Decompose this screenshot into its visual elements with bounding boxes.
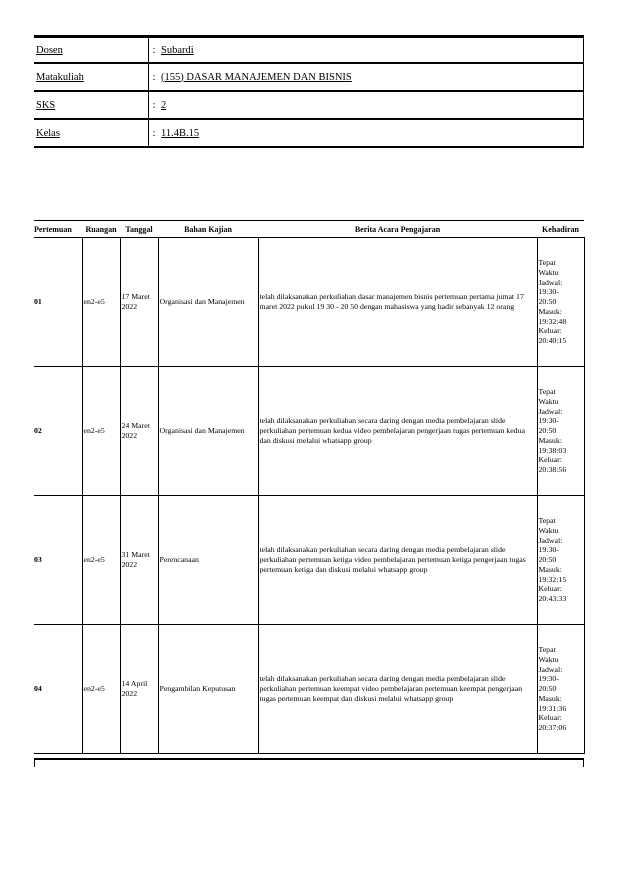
course-info-table [34, 35, 584, 148]
info-value: Subardi [159, 37, 584, 64]
kehadiran-line: 20:50 [538, 555, 557, 565]
kehadiran-line: Jadwal: [538, 277, 563, 287]
info-label: Matakuliah [34, 63, 149, 91]
cell-berita-acara: telah dilaksanakan perkuliahan secara daring dengan media pembelajaran slide perkuliahan pertemuan ketiga video pembelajaran pertemuan ketiga pengerjaan tugas pertemuan ketiga dan diskusi melalui whatsapp group [258, 496, 537, 625]
kehadiran-line: 20:43:33 [538, 594, 567, 604]
cell-berita-acara: telah dilaksanakan perkuliahan secara daring dengan media pembelajaran slide perkuliahan pertemuan keempat video pembelajaran pertemuan keempat pengerjaan tugas pertemuan keempat dan diskusi melalui whatsapp group [258, 625, 537, 754]
teaching-log-table [34, 220, 585, 754]
cell-tanggal: 17 Maret 2022 [120, 238, 158, 367]
info-colon: : [149, 37, 160, 64]
kehadiran-line: Waktu [538, 267, 559, 277]
table-row [34, 496, 584, 625]
kehadiran-line: 19:30- [538, 416, 559, 426]
table-row [34, 238, 584, 367]
cell-berita-acara: telah dilaksanakan perkuliahan dasar manajemen bisnis pertemuan pertama jumat 17 maret 2022 pukul 19 30 - 20 50 dengan mahasiswa yang hadir sebanyak 12 orang [258, 238, 537, 367]
cell-tanggal: 31 Maret 2022 [120, 496, 158, 625]
kehadiran-line: 20:37:06 [538, 723, 567, 733]
cell-bahan-kajian: Pengambilan Keputusan [158, 625, 258, 754]
cell-ruangan: en2-e5 [82, 367, 120, 496]
cell-kehadiran [537, 496, 584, 625]
kehadiran-line: Tepat [538, 258, 556, 268]
cell-ruangan: en2-e5 [82, 238, 120, 367]
cell-bahan-kajian: Organisasi dan Manajemen [158, 367, 258, 496]
kehadiran-line: 20:38:56 [538, 465, 567, 475]
kehadiran-line: Waktu [538, 525, 559, 535]
kehadiran-line: Tepat [538, 516, 556, 526]
cell-berita-acara: telah dilaksanakan perkuliahan secara daring dengan media pembelajaran slide perkuliahan pertemuan kedua video pembelajaran pengerjaan tugas pertemuan kedua dan diskusi melalui whatsapp group [258, 367, 537, 496]
cell-pertemuan: 02 [34, 367, 82, 496]
info-row-kelas [34, 119, 584, 147]
info-row-matakuliah [34, 63, 584, 91]
kehadiran-line: Keluar: [538, 326, 562, 336]
kehadiran-line: Masuk: [538, 435, 562, 445]
table-bottom-rule [34, 758, 584, 760]
kehadiran-line: Keluar: [538, 455, 562, 465]
table-continuation-line-right [583, 760, 584, 767]
cell-pertemuan: 03 [34, 496, 82, 625]
cell-pertemuan: 04 [34, 625, 82, 754]
kehadiran-line: 19:32:15 [538, 574, 567, 584]
cell-kehadiran [537, 625, 584, 754]
info-row-sks [34, 91, 584, 119]
table-continuation-line-left [34, 760, 35, 767]
table-row [34, 367, 584, 496]
kehadiran-line: 20:50 [538, 684, 557, 694]
info-value: 11.4B.15 [159, 119, 584, 147]
kehadiran-line: Keluar: [538, 713, 562, 723]
cell-kehadiran [537, 238, 584, 367]
kehadiran-line: Keluar: [538, 584, 562, 594]
header-tanggal: Tanggal [125, 224, 153, 234]
info-value: (155) DASAR MANAJEMEN DAN BISNIS [159, 63, 584, 91]
info-value: 2 [159, 91, 584, 119]
info-colon: : [149, 119, 160, 147]
kehadiran-line: 20:50 [538, 297, 557, 307]
kehadiran-line: 19:32:48 [538, 316, 567, 326]
cell-bahan-kajian: Perencanaan [158, 496, 258, 625]
kehadiran-line: 19:31:36 [538, 703, 567, 713]
info-label: Dosen [34, 37, 149, 64]
cell-tanggal: 14 April 2022 [120, 625, 158, 754]
kehadiran-line: Masuk: [538, 564, 562, 574]
kehadiran-line: Jadwal: [538, 406, 563, 416]
kehadiran-line: Masuk: [538, 693, 562, 703]
info-colon: : [149, 91, 160, 119]
kehadiran-line: 19:30- [538, 287, 559, 297]
cell-ruangan: en2-e5 [82, 625, 120, 754]
cell-bahan-kajian: Organisasi dan Manajemen [158, 238, 258, 367]
header-pertemuan: Pertemuan [34, 224, 72, 234]
info-label: Kelas [34, 119, 149, 147]
kehadiran-line: Tepat [538, 387, 556, 397]
kehadiran-line: 19:30- [538, 545, 559, 555]
kehadiran-line: 19:30- [538, 674, 559, 684]
table-row [34, 625, 584, 754]
kehadiran-line: Jadwal: [538, 535, 563, 545]
kehadiran-line: Jadwal: [538, 664, 563, 674]
cell-ruangan: en2-e5 [82, 496, 120, 625]
kehadiran-line: Masuk: [538, 306, 562, 316]
info-label: SKS [34, 91, 149, 119]
cell-kehadiran [537, 367, 584, 496]
kehadiran-line: Tepat [538, 645, 556, 655]
cell-pertemuan: 01 [34, 238, 82, 367]
table-header-row [34, 221, 584, 238]
kehadiran-line: 20:50 [538, 426, 557, 436]
header-ruangan: Ruangan [85, 224, 117, 234]
header-kehadiran: Kehadiran [542, 224, 579, 234]
info-row-dosen [34, 37, 584, 64]
cell-tanggal: 24 Maret 2022 [120, 367, 158, 496]
kehadiran-line: 20:40:15 [538, 336, 567, 346]
header-bahan-kajian: Bahan Kajian [184, 224, 232, 234]
kehadiran-line: Waktu [538, 396, 559, 406]
kehadiran-line: Waktu [538, 654, 559, 664]
header-berita-acara: Berita Acara Pengajaran [354, 224, 441, 234]
kehadiran-line: 19:38:03 [538, 445, 567, 455]
info-colon: : [149, 63, 160, 91]
